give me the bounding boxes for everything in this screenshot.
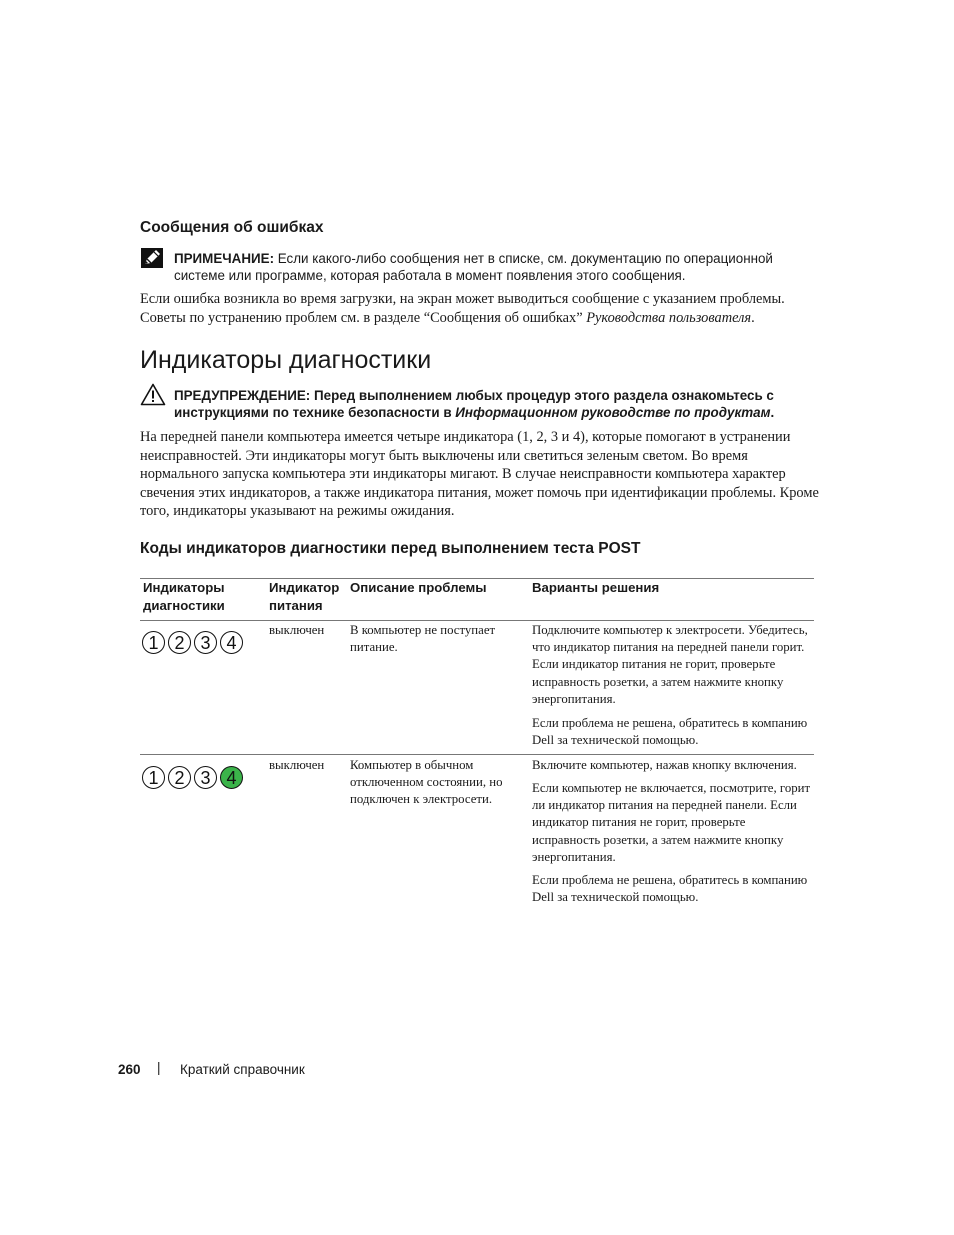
diagnostic-led-1: 1 [142, 631, 165, 654]
pencil-note-icon [141, 248, 163, 268]
paragraph-italic: Руководства пользователя [586, 310, 752, 326]
diagnostic-paragraph: На передней панели компьютера имеется четыре индикатора (1, 2, 3 и 4), которые помогают в устранении неисправностей. Эти индикаторы могут быть выключены или светиться зеленым светом. Во время нормального запуска компьютера эти индикаторы мигают. В случае неисправности компьютера характер свечения этих индикаторов, а также индикатора питания, может помочь при идентификации проблемы. Кроме того, индикаторы указывают на режимы ожидания. [140, 429, 819, 520]
warning-body: Перед выполнением любых процедур этого раздела ознакомьтесь с инструкциями по технике безопасности в [174, 388, 774, 420]
diagnostic-led-2: 2 [168, 766, 191, 789]
table-header-rule [140, 620, 814, 621]
row-2-solution-3: Если проблема не решена, обратитесь в компанию Dell за технической помощью. [532, 873, 808, 905]
row-2-description: Компьютер в обычном отключенном состоянии, но подключен к электросети. [350, 758, 503, 807]
warning-italic: Информационном руководстве по продуктам [455, 405, 771, 420]
row-1-power: выключен [269, 623, 325, 637]
paragraph-main: Если ошибка возникла во время загрузки, на экран может выводиться сообщение с указанием проблемы. Советы по устранению проблем см. в разделе “Сообщения об ошибках” [140, 291, 785, 326]
diagnostic-led-3: 3 [194, 766, 217, 789]
note-body: Если какого-либо сообщения нет в списке, см. документацию по операционной системе или программе, которая работала в момент появления этого сообщения. [174, 251, 773, 283]
table-row-rule [140, 754, 814, 755]
paragraph-end: . [751, 310, 755, 326]
footer-separator: | [157, 1060, 161, 1075]
row-1-solution-2: Если проблема не решена, обратитесь в компанию Dell за технической помощью. [532, 716, 808, 748]
warning-end: . [770, 405, 775, 420]
warning-text [174, 387, 819, 421]
footer-title: Краткий справочник [180, 1062, 305, 1077]
led-group-row-2 [142, 766, 243, 789]
row-2-solution-1: Включите компьютер, нажав кнопку включения. [532, 758, 797, 772]
led-group-row-1 [142, 631, 243, 654]
row-1-description: В компьютер не поступает питание. [350, 623, 496, 655]
diagnostic-led-3: 3 [194, 631, 217, 654]
note-label: ПРИМЕЧАНИЕ: [174, 251, 275, 266]
diagnostic-led-2: 2 [168, 631, 191, 654]
warning-triangle-icon [140, 383, 166, 406]
diagnostic-led-4: 4 [220, 631, 243, 654]
diagnostic-led-1: 1 [142, 766, 165, 789]
error-messages-paragraph [140, 290, 820, 328]
section-heading-diagnostic-indicators: Индикаторы диагностики [140, 346, 432, 374]
diagnostic-led-4-on: 4 [220, 766, 243, 789]
warning-label: ПРЕДУПРЕЖДЕНИЕ: [174, 388, 311, 403]
page-number: 260 [118, 1062, 141, 1077]
note-text [174, 250, 814, 284]
header-diagnostic-leds: Индикаторы диагностики [143, 580, 225, 613]
row-1-solution-1: Подключите компьютер к электросети. Убедитесь, что индикатор питания на передней панели горит. Если индикатор питания не горит, проверьте исправность розетки, а затем нажмите кнопку энергопитания. [532, 623, 808, 706]
section-heading-pre-post-codes: Коды индикаторов диагностики перед выполнением теста POST [140, 540, 641, 557]
row-2-solution-2: Если компьютер не включается, посмотрите, горит ли индикатор питания на передней панели. Если индикатор питания не горит, проверьте исправность розетки, а затем нажмите кнопку энергопитания. [532, 781, 811, 864]
header-solutions: Варианты решения [532, 580, 660, 595]
row-2-power: выключен [269, 758, 325, 772]
header-power-led: Индикатор питания [269, 580, 340, 613]
header-problem-description: Описание проблемы [350, 580, 487, 595]
section-heading-error-messages: Сообщения об ошибках [140, 219, 324, 236]
